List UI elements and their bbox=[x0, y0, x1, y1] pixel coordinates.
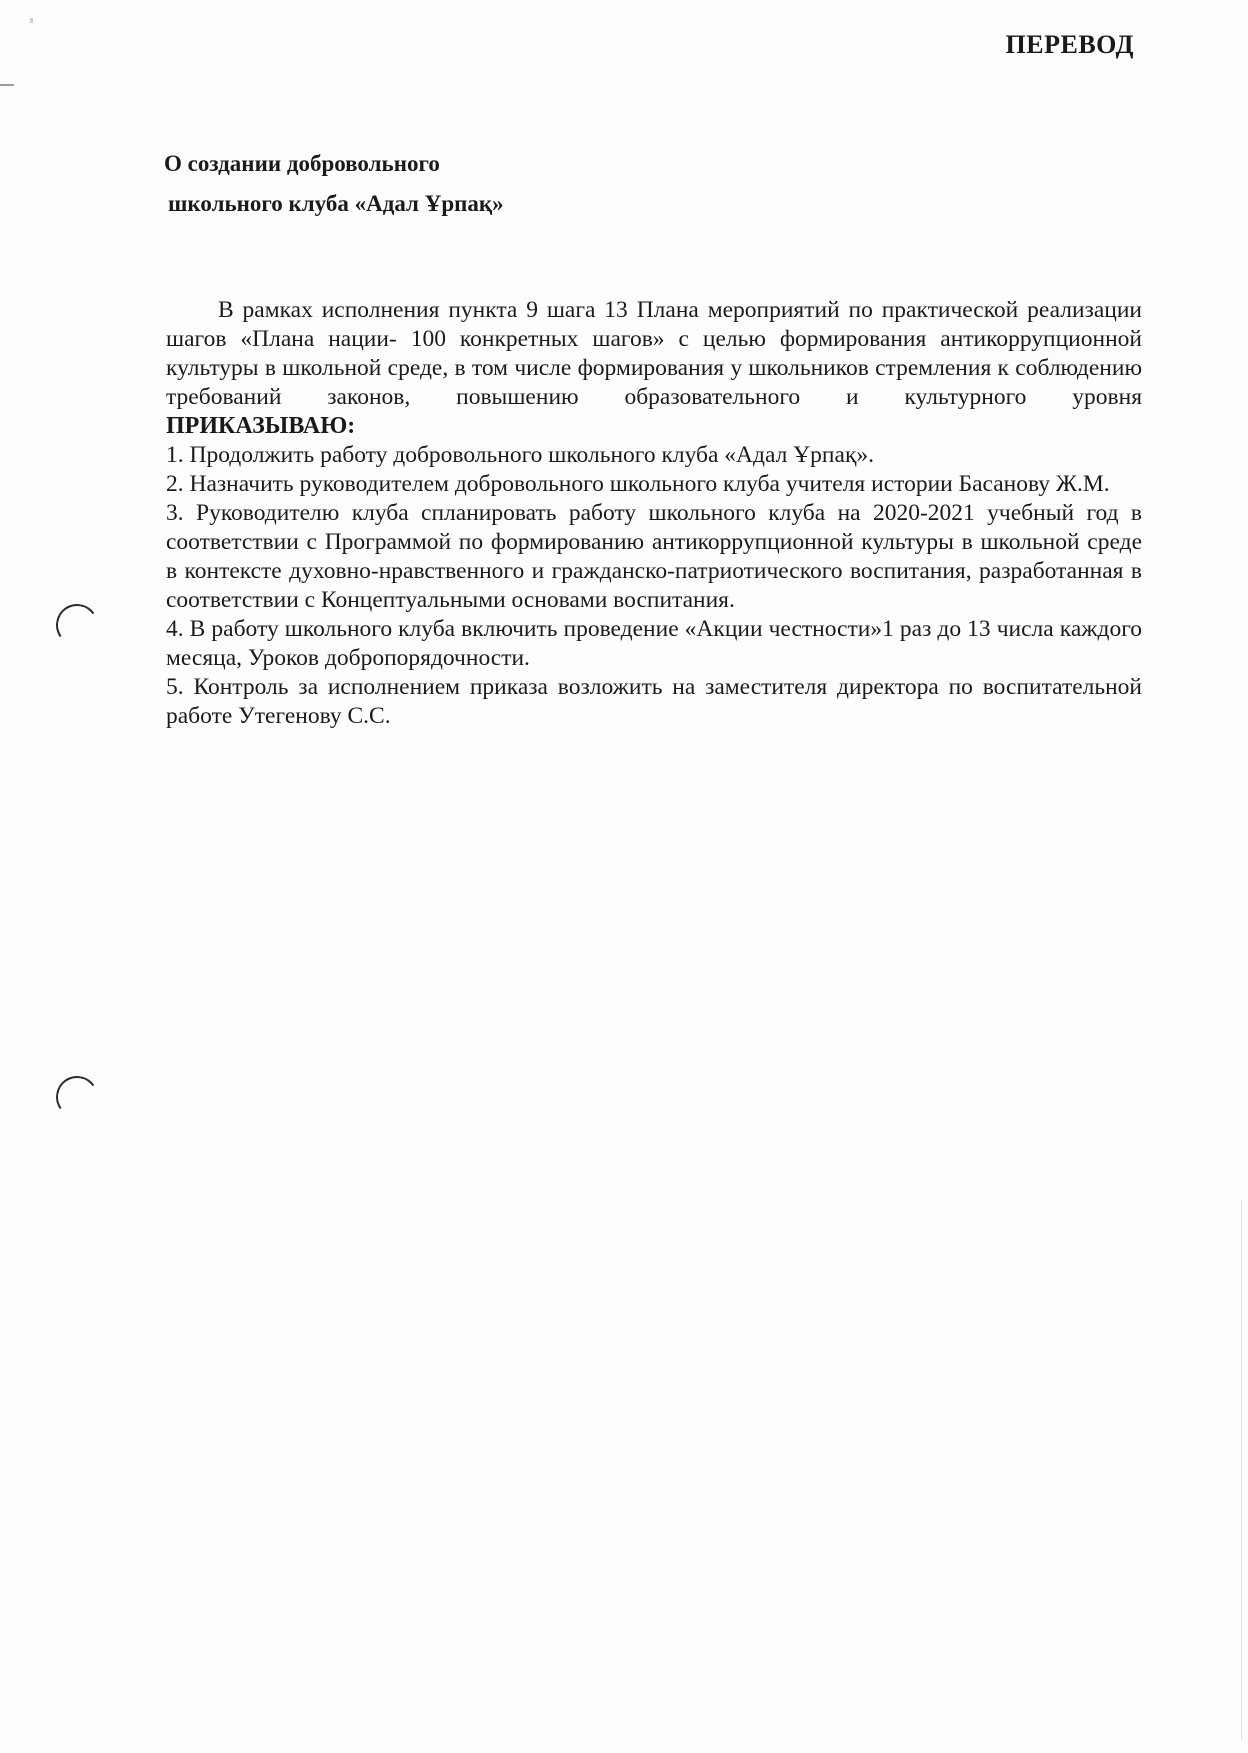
scan-speck bbox=[30, 18, 33, 23]
scan-edge-mark bbox=[0, 84, 14, 86]
punch-hole-mark bbox=[53, 601, 102, 650]
document-title bbox=[164, 144, 504, 224]
order-item: 5. Контроль за исполнением приказа возложить на заместителя директора по воспитательной работе Утегенову С.С. bbox=[166, 674, 1142, 729]
title-line-1: О создании добровольного bbox=[164, 151, 440, 176]
document-body bbox=[166, 296, 1142, 731]
preamble-paragraph: В рамках исполнения пункта 9 шага 13 Плана мероприятий по практической реализации шагов «Плана нации- 100 конкретных шагов» с целью формирования антикоррупционной культуры в школьной среде, в том числе формирования у школьников стремления к соблюдению требований законов, повышению образовательного и культурного уровня bbox=[166, 297, 1142, 410]
order-item: 1. Продолжить работу добровольного школьного клуба «Адал Ұрпақ». bbox=[166, 442, 874, 468]
order-item: 3. Руководителю клуба спланировать работу школьного клуба на 2020-2021 учебный год в соответствии с Программой по формированию антикоррупционной культуры в школьной среде в контексте духовно-нравственного и гражданско-патриотического воспитания, разработанная в соответствии с Концептуальными основами воспитания. bbox=[166, 500, 1142, 613]
title-line-2: школьного клуба «Адал Ұрпақ» bbox=[168, 191, 504, 216]
order-item: 4. В работу школьного клуба включить проведение «Акции честности»1 раз до 13 числа каждого месяца, Уроков добропорядочности. bbox=[166, 616, 1142, 671]
order-heading: ПРИКАЗЫВАЮ: bbox=[166, 413, 356, 439]
scan-edge-line bbox=[1241, 1200, 1242, 1740]
order-item: 2. Назначить руководителем добровольного школьного клуба учителя истории Басанову Ж.М. bbox=[166, 471, 1110, 497]
translation-label: ПЕРЕВОД bbox=[1005, 30, 1134, 59]
punch-hole-mark bbox=[53, 1073, 102, 1122]
